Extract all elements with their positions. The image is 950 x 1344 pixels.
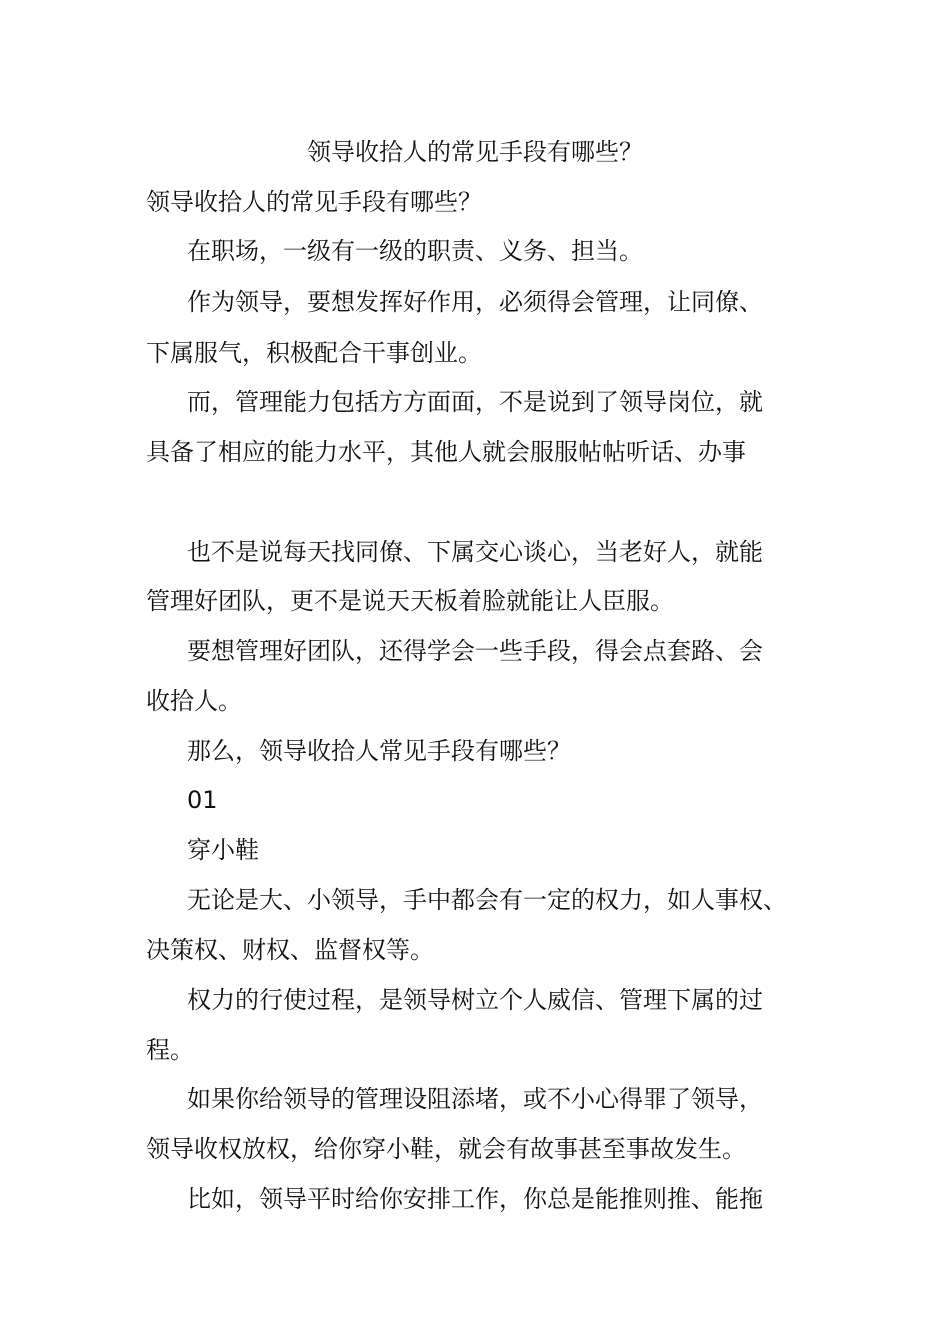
paragraph-line: 收拾人。 [146,687,242,715]
paragraph-line: 无论是大、小领导，手中都会有一定的权力，如人事权、 [187,886,787,914]
paragraph-line: 也不是说每天找同僚、下属交心谈心，当老好人，就能 [187,538,763,566]
section-number: 01 [187,786,218,814]
subtitle-line: 领导收拾人的常见手段有哪些？ [146,188,482,216]
paragraph-line: 管理好团队，更不是说天天板着脸就能让人臣服。 [146,587,674,615]
paragraph-line: 如果你给领导的管理设阻添堵，或不小心得罪了领导， [187,1085,763,1113]
paragraph-line: 要想管理好团队，还得学会一些手段，得会点套路、会 [187,637,763,665]
paragraph-line: 比如，领导平时给你安排工作，你总是能推则推、能拖 [187,1185,763,1213]
paragraph-line: 决策权、财权、监督权等。 [146,936,434,964]
paragraph-line: 程。 [146,1036,194,1064]
paragraph-line: 而，管理能力包括方方面面，不是说到了领导岗位，就 [187,388,763,416]
document-title: 领导收拾人的常见手段有哪些？ [307,138,643,166]
paragraph-line: 作为领导，要想发挥好作用，必须得会管理，让同僚、 [187,288,763,316]
paragraph-line: 那么，领导收拾人常见手段有哪些？ [187,737,571,765]
section-heading: 穿小鞋 [187,836,259,864]
paragraph-line: 在职场，一级有一级的职责、义务、担当。 [187,237,643,265]
paragraph-line: 领导收权放权，给你穿小鞋，就会有故事甚至事故发生。 [146,1135,746,1163]
paragraph-line: 下属服气，积极配合干事创业。 [146,339,482,367]
paragraph-line: 具备了相应的能力水平，其他人就会服服帖帖听话、办事 [146,438,746,466]
paragraph-line: 权力的行使过程，是领导树立个人威信、管理下属的过 [187,986,763,1014]
